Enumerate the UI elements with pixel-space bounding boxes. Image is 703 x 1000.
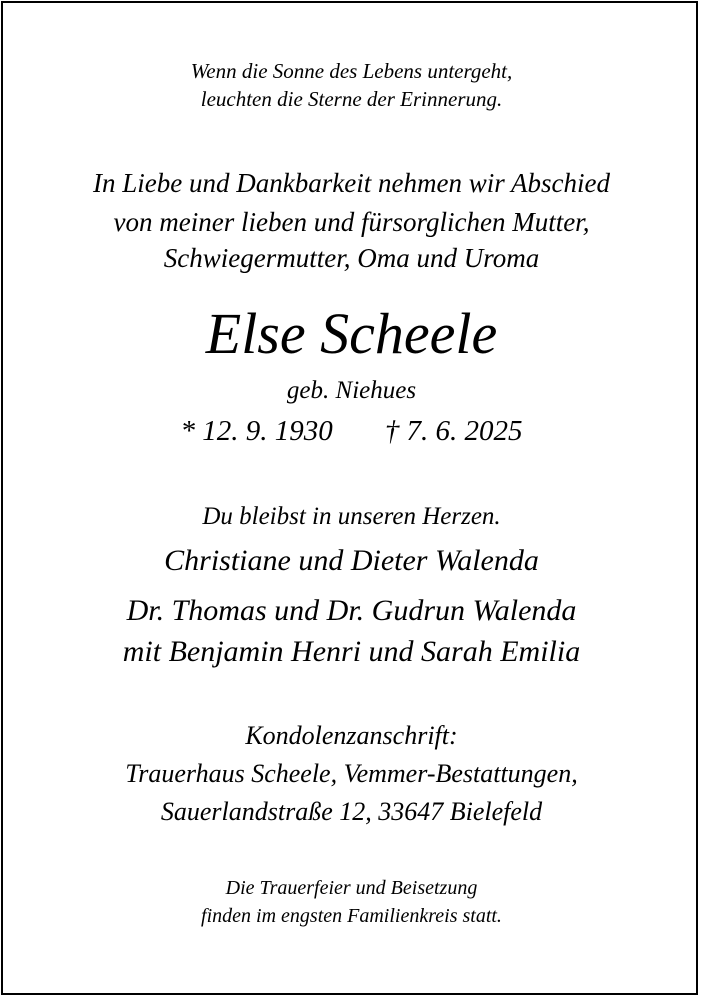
- condolence-address-line-2: Sauerlandstraße 12, 33647 Bielefeld: [160, 797, 543, 826]
- motto-line-2: leuchten die Sterne der Erinnerung.: [200, 87, 503, 111]
- maiden-name: geb. Niehues: [286, 377, 417, 404]
- intro-line-2: von meiner lieben und fürsorglichen Mutter,: [113, 207, 590, 237]
- death-date: † 7. 6. 2025: [384, 415, 523, 447]
- deceased-name: Else Scheele: [205, 301, 498, 366]
- birth-date: * 12. 9. 1930: [180, 415, 333, 447]
- motto-line-1: Wenn die Sonne des Lebens untergeht,: [190, 59, 513, 83]
- intro-line-3: Schwiegermutter, Oma und Uroma: [163, 243, 540, 273]
- footer-line-2: finden im engsten Familienkreis statt.: [201, 905, 502, 927]
- notice-border: [1, 1, 698, 995]
- family-line-3: mit Benjamin Henri und Sarah Emilia: [122, 635, 581, 668]
- family-line-1: Christiane und Dieter Walenda: [164, 544, 539, 577]
- footer-line-1: Die Trauerfeier und Beisetzung: [225, 877, 478, 899]
- condolence-address-line-1: Trauerhaus Scheele, Vemmer-Bestattungen,: [125, 759, 578, 788]
- condolence-heading: Kondolenzanschrift:: [245, 721, 458, 750]
- intro-line-1: In Liebe und Dankbarkeit nehmen wir Abschied: [93, 168, 610, 198]
- life-dates: [0, 417, 703, 446]
- farewell-line: Du bleibst in unseren Herzen.: [202, 503, 501, 530]
- family-line-2: Dr. Thomas und Dr. Gudrun Walenda: [126, 594, 577, 627]
